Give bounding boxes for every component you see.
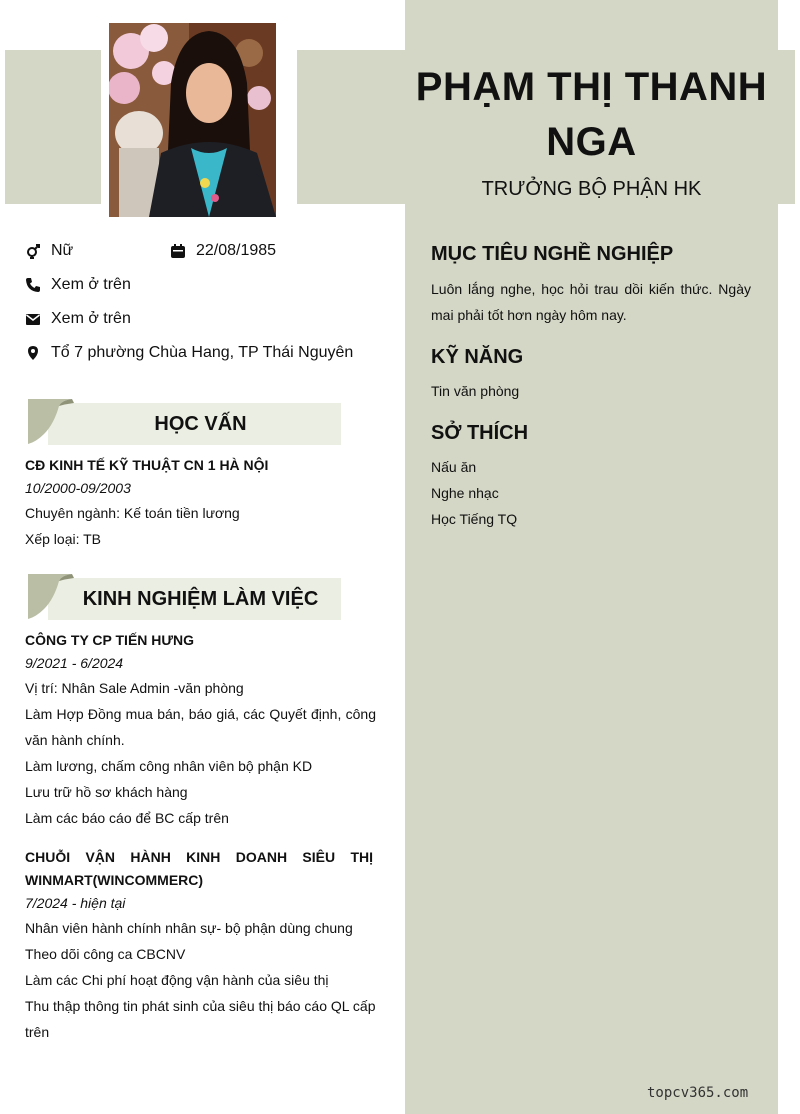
job-2-line: trên <box>25 1024 50 1040</box>
location-icon <box>25 345 41 361</box>
gender-icon <box>25 243 41 259</box>
address-row <box>25 344 353 362</box>
job-1-line: Làm các báo cáo để BC cấp trên <box>25 810 229 826</box>
email-icon <box>25 311 41 327</box>
experience-header <box>26 573 341 615</box>
candidate-name <box>405 60 778 170</box>
job-2-period: 7/2024 - hiện tại <box>25 895 126 911</box>
education-heading: HỌC VẤN <box>154 413 247 435</box>
job-2-company-cont: WINMART(WINCOMMERC) <box>25 872 204 888</box>
job-2-line: Theo dõi công ca CBCNV <box>25 946 186 962</box>
phone-icon <box>25 277 41 293</box>
birthday-value: 22/08/1985 <box>196 242 277 259</box>
hobby-item: Nghe nhạc <box>431 485 499 501</box>
job-2-line: Nhân viên hành chính nhân sự- bộ phận dùng chung <box>25 920 353 936</box>
job-2-company: CHUỖI VẬN HÀNH KINH DOANH SIÊU THỊ <box>25 849 373 865</box>
hobby-item: Học Tiếng TQ <box>431 511 518 527</box>
gender-row <box>25 242 73 260</box>
education-header <box>26 398 341 440</box>
name-line-1: PHẠM THỊ THANH <box>415 65 768 109</box>
education-major: Chuyên ngành: Kế toán tiền lương <box>25 505 240 521</box>
education-period: 10/2000-09/2003 <box>25 480 131 496</box>
job-1-period: 9/2021 - 6/2024 <box>25 655 124 671</box>
education-grade: Xếp loại: TB <box>25 531 102 547</box>
job-1-line: Làm lương, chấm công nhân viên bộ phận KD <box>25 758 313 774</box>
watermark: topcv365.com <box>647 1085 749 1101</box>
phone-row <box>25 276 131 294</box>
objective-text-cont: mai phải tốt hơn ngày hôm nay. <box>431 307 627 323</box>
job-1-line: văn hành chính. <box>25 732 125 748</box>
job-title: TRƯỞNG BỘ PHẬN HK <box>481 178 702 200</box>
job-1-company: CÔNG TY CP TIẾN HƯNG <box>25 632 195 648</box>
header-band-middle <box>297 50 405 204</box>
email-value: Xem ở trên <box>51 310 131 327</box>
hobbies-heading: SỞ THÍCH <box>431 422 529 444</box>
job-2-line: Làm các Chi phí hoạt động vận hành của siêu thị <box>25 972 329 988</box>
job-1-line: Vị trí: Nhân Sale Admin -văn phòng <box>25 680 244 696</box>
skills-heading: KỸ NĂNG <box>431 346 524 368</box>
education-school: CĐ KINH TẾ KỸ THUẬT CN 1 HÀ NỘI <box>25 457 269 473</box>
address-value: Tổ 7 phường Chùa Hang, TP Thái Nguyên <box>51 344 354 361</box>
skill-item: Tin văn phòng <box>431 383 520 399</box>
phone-value: Xem ở trên <box>51 276 131 293</box>
header-band-right <box>778 50 795 204</box>
birthday-row <box>170 242 276 260</box>
experience-heading: KINH NGHIỆM LÀM VIỆC <box>82 588 319 610</box>
objective-heading: MỤC TIÊU NGHỀ NGHIỆP <box>431 243 674 265</box>
profile-photo <box>109 23 276 217</box>
name-line-2: NGA <box>546 120 637 164</box>
hobby-item: Nấu ăn <box>431 459 477 475</box>
email-row <box>25 310 131 328</box>
job-2-line: Thu thập thông tin phát sinh của siêu thị báo cáo QL cấp <box>25 998 376 1014</box>
job-1-line: Lưu trữ hồ sơ khách hàng <box>25 784 188 800</box>
calendar-icon <box>170 243 186 259</box>
objective-text: Luôn lắng nghe, học hỏi trau dồi kiến thức. Ngày <box>431 281 751 297</box>
header-band-left <box>5 50 101 204</box>
gender-value: Nữ <box>51 242 74 259</box>
job-1-line: Làm Hợp Đồng mua bán, báo giá, các Quyết định, công <box>25 706 376 722</box>
